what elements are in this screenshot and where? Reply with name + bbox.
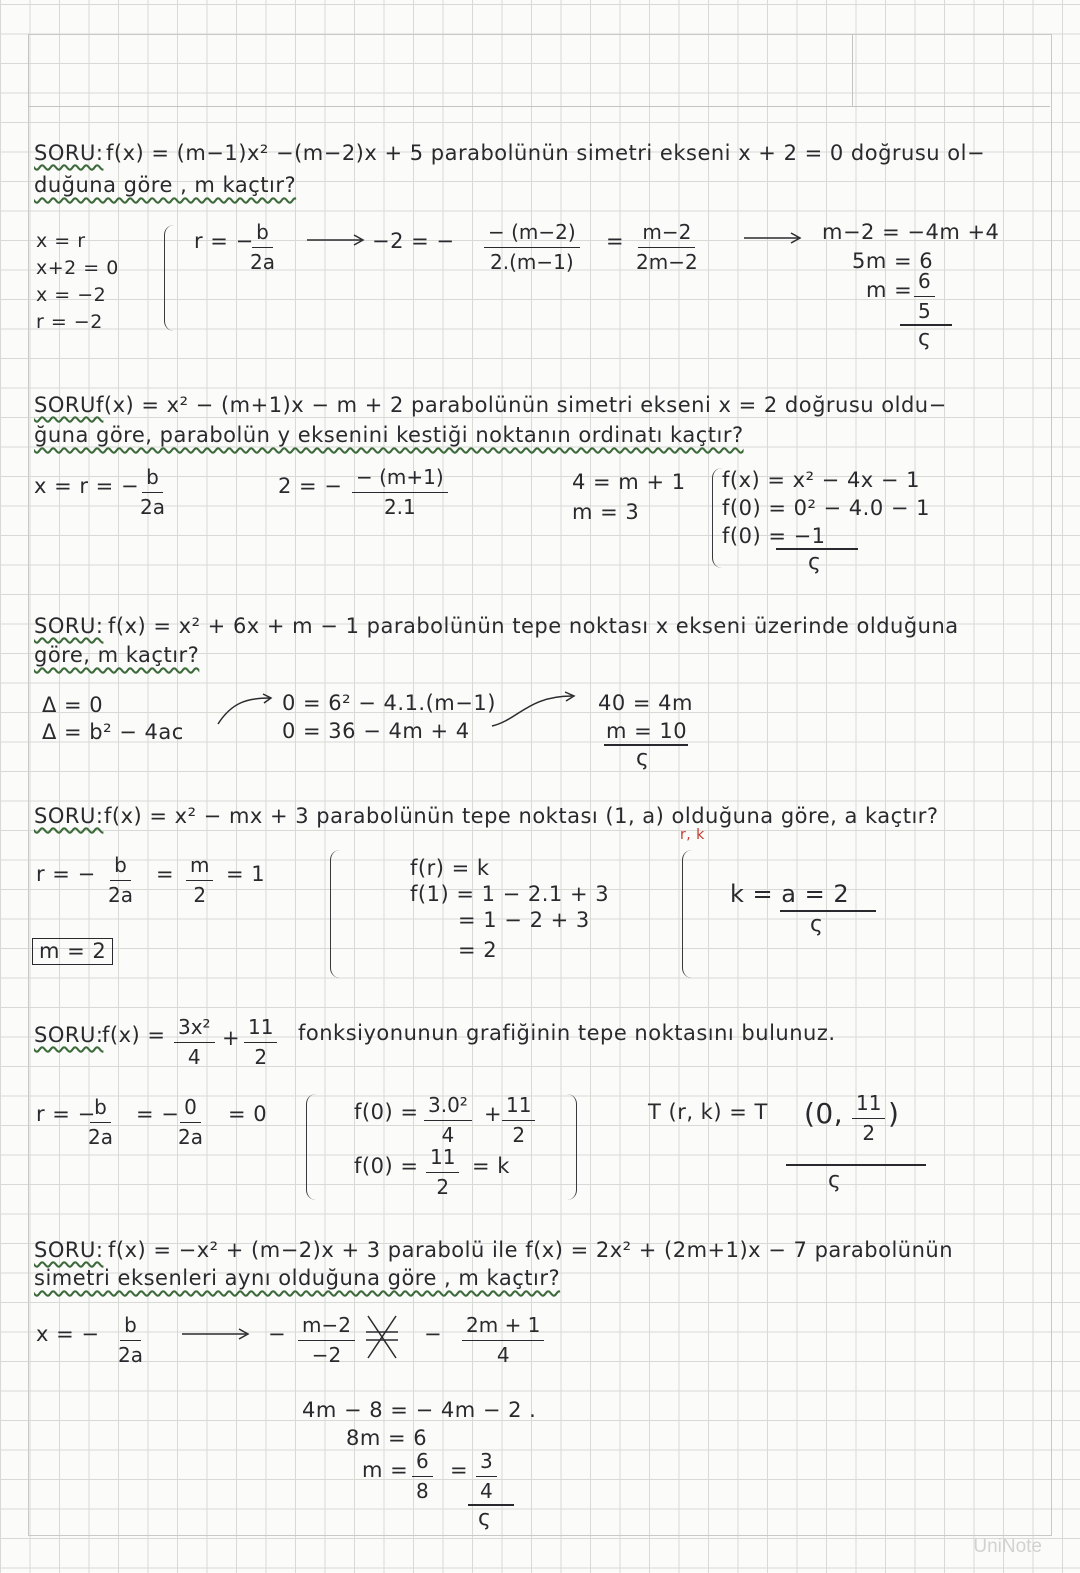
given-line: x+2 = 0 <box>36 257 119 279</box>
fraction: $\frac{b}{2a}$ <box>118 1313 143 1367</box>
formula: r = − <box>36 862 96 886</box>
answer-underline <box>468 1504 514 1506</box>
equals-sign: = <box>156 862 175 886</box>
check-mark-icon: ς <box>918 326 931 351</box>
formula: f(0) = <box>354 1154 419 1178</box>
formula: T (r, k) = T <box>648 1100 768 1124</box>
equals-sign: = <box>450 1458 469 1482</box>
given-line: x = −2 <box>36 284 107 306</box>
fraction: $\frac{11}{2}$ <box>244 1016 277 1069</box>
result-line: m = 3 <box>572 500 640 524</box>
question-label: SORU: <box>34 1023 104 1047</box>
boxed-answer: m = 2 <box>32 938 113 965</box>
question-text: simetri eksenleri aynı olduğuna göre , m kaçtır? <box>34 1266 561 1290</box>
formula: Δ = 0 <box>42 693 104 717</box>
result-line: 8m = 6 <box>346 1426 428 1450</box>
minus-sign: − <box>268 1322 287 1346</box>
formula: = − <box>136 1102 180 1126</box>
question-text: duğuna göre , m kaçtır? <box>34 173 297 197</box>
question-label: SORU: <box>34 393 104 417</box>
fraction: $\frac{6}{5}$ <box>914 270 935 323</box>
fraction: $\frac{\text{3x²}}{4}$ <box>174 1016 215 1069</box>
fraction: $\frac{- (m+1)}{2.1}$ <box>352 466 448 519</box>
formula: r = − <box>36 1102 96 1126</box>
result-line: m = <box>866 278 913 302</box>
question-text: göre, m kaçtır? <box>34 643 200 667</box>
question-text: ğuna göre, parabolün y eksenini kestiği noktanın ordinatı kaçtır? <box>34 423 744 447</box>
check-mark-icon: ς <box>810 912 823 937</box>
result-line: m = 10 <box>606 719 688 743</box>
question-text: f(x) = <box>102 1023 166 1047</box>
result-line: = 2 <box>458 938 498 962</box>
question-label: SORU: <box>34 804 104 828</box>
header-box <box>28 34 1050 107</box>
fraction: $\frac{b}{2a}$ <box>108 853 133 907</box>
question-text: f(x) = x² − mx + 3 parabolünün tepe noktası (1, a) olduğuna göre, a kaçtır? <box>104 804 939 828</box>
fraction: $\frac{11}{2}$ <box>426 1146 459 1199</box>
annotation: r, k <box>680 827 705 843</box>
question-label: SORU: <box>34 1238 104 1262</box>
answer-underline <box>786 1164 926 1166</box>
fraction: $\frac{11}{2}$ <box>852 1092 885 1145</box>
question-text: f(x) = x² + 6x + m − 1 parabolünün tepe noktası x ekseni üzerinde olduğuna <box>108 614 959 638</box>
fraction: $\frac{m-2}{2m-2}$ <box>636 220 698 274</box>
result-line: 4m − 8 = − 4m − 2 . <box>302 1398 537 1422</box>
fraction: $\frac{b}{2a}$ <box>88 1095 113 1149</box>
equals-sign: = <box>606 229 625 253</box>
result-line: f(1) = 1 − 2.1 + 3 <box>410 882 610 906</box>
result-line: 4 = m + 1 <box>572 470 686 494</box>
fraction: $\frac{0}{2a}$ <box>178 1095 203 1149</box>
result-line: 5m = 6 <box>852 249 934 273</box>
arrow-icon <box>305 233 367 247</box>
minus-sign: − <box>424 1322 443 1346</box>
formula: x = r = − <box>34 474 140 498</box>
question-label: SORU: <box>34 141 104 165</box>
fraction: $\frac{b}{2a}$ <box>140 465 165 519</box>
question-text: f(x) = −x² + (m−2)x + 3 parabolü ile f(x) = 2x² + (2m+1)x − 7 parabolünün <box>108 1238 954 1262</box>
brace <box>682 850 693 978</box>
result-line: 40 = 4m <box>598 691 693 715</box>
fraction: $\frac{m-2}{-2}$ <box>298 1314 355 1367</box>
check-mark-icon: ς <box>808 550 821 575</box>
answer: k = a = 2 <box>730 880 850 908</box>
formula: = k <box>472 1154 510 1178</box>
arrow-icon <box>742 231 804 245</box>
cross-out-icon <box>362 1312 402 1366</box>
result-line: f(0) = 0² − 4.0 − 1 <box>722 496 931 520</box>
formula: 0 = 36 − 4m + 4 <box>282 719 470 743</box>
result-line: = 1 − 2 + 3 <box>458 908 590 932</box>
fraction: $\frac{3}{4}$ <box>476 1450 497 1503</box>
plus-sign: + <box>222 1026 241 1050</box>
formula: 0 = 6² − 4.1.(m−1) <box>282 691 496 715</box>
formula: ) <box>888 1097 900 1130</box>
question-label: SORU: <box>34 614 104 638</box>
check-mark-icon: ς <box>636 746 649 771</box>
question-text: fonksiyonunun grafiğinin tepe noktasını bulunuz. <box>298 1021 836 1045</box>
formula: r = − <box>194 229 254 253</box>
check-mark-icon: ς <box>828 1168 841 1193</box>
result-line: f(0) = −1 <box>722 524 826 548</box>
formula: x = − <box>36 1322 100 1346</box>
answer-underline <box>780 910 876 912</box>
formula: = 0 <box>228 1102 268 1126</box>
fraction: $\frac{\text{3.0²}}{4}$ <box>424 1094 472 1147</box>
formula: (0, <box>804 1097 844 1130</box>
watermark: UniNote <box>973 1536 1042 1557</box>
given-line: r = −2 <box>36 311 103 333</box>
brace <box>566 1094 577 1200</box>
fraction: $\frac{m}{2}$ <box>186 854 213 907</box>
fraction: $\frac{2m + 1}{4}$ <box>462 1314 544 1367</box>
fraction: $\frac{11}{2}$ <box>502 1094 535 1147</box>
fraction: $\frac{- (m-2)}{2.(m-1)}$ <box>484 221 580 274</box>
question-text: f(x) = x² − (m+1)x − m + 2 parabolünün simetri ekseni x = 2 doğrusu oldu− <box>96 393 947 417</box>
brace <box>330 850 341 978</box>
formula: Δ = b² − 4ac <box>42 720 184 744</box>
check-mark-icon: ς <box>478 1506 491 1531</box>
formula: = 1 <box>226 862 266 886</box>
given-line: x = r <box>36 230 86 252</box>
result-line: f(x) = x² − 4x − 1 <box>722 468 921 492</box>
plus-sign: + <box>484 1102 503 1126</box>
curved-arrow-icon <box>488 690 580 730</box>
question-text: f(x) = (m−1)x² −(m−2)x + 5 parabolünün simetri ekseni x + 2 = 0 doğrusu ol− <box>106 141 986 165</box>
result-line: m−2 = −4m +4 <box>822 220 1000 244</box>
result-line: f(r) = k <box>410 856 490 880</box>
brace <box>164 225 175 331</box>
formula: 2 = − <box>278 474 343 498</box>
fraction: $\frac{b}{2a}$ <box>250 220 275 274</box>
formula: f(0) = <box>354 1100 419 1124</box>
arrow-icon <box>180 1327 252 1341</box>
result-line: m = <box>362 1458 409 1482</box>
curved-arrow-icon <box>214 692 276 728</box>
brace <box>306 1094 317 1200</box>
formula: −2 = − <box>372 229 455 253</box>
fraction: $\frac{6}{8}$ <box>412 1450 433 1503</box>
